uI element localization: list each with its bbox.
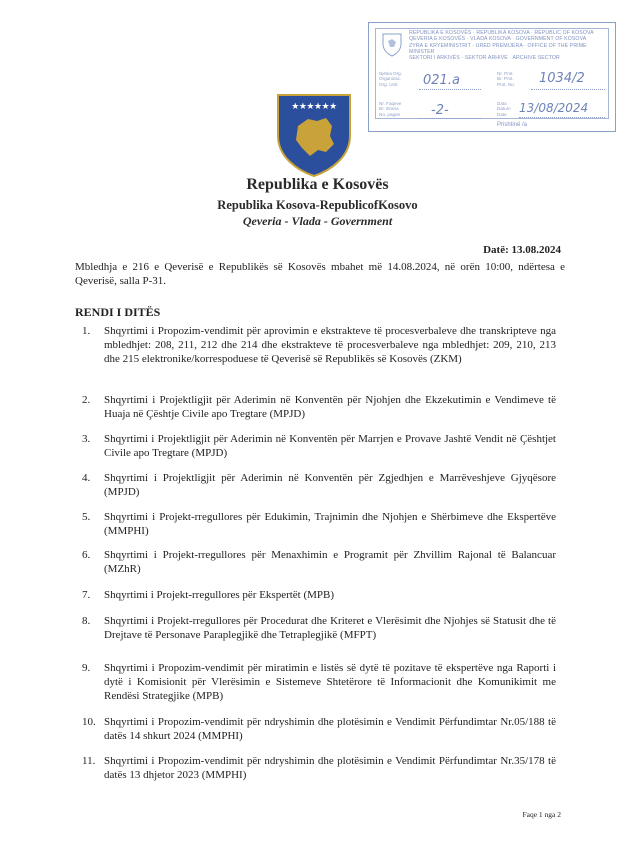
agenda-item: [82, 662, 556, 703]
agenda-item-number: 3.: [82, 433, 91, 445]
agenda-item-text: Shqyrtimi i Projekt-rregullores për Procedurat dhe Kriteret e Vlerësimit dhe Njohjes së Statusit dhe të Drejtave të Personave Paraplegjikë dhe Tetraplegjikë (MFPT): [104, 615, 556, 641]
agenda-item-number: 10.: [82, 716, 96, 728]
agenda-item-text: Shqyrtimi i Projektligjit për Aderimin në Konventën për Zgjedhjen e Marrëveshjeve Gjyqësore (MPJD): [104, 472, 556, 498]
agenda-item-number: 6.: [82, 549, 91, 561]
stamp-pages-line: [419, 118, 481, 119]
agenda-item-text: Shqyrtimi i Propozim-vendimit për ndryshimin dhe plotësimin e Vendimit Përfundimtar Nr.05/188 të datës 14 shkurt 2024 (MMPHI): [104, 716, 556, 742]
stamp-header-line: REPUBLIKA E KOSOVËS · REPUBLIKA KOSOVA · REPUBLIC OF KOSOVA: [409, 30, 594, 36]
agenda-item: [82, 755, 556, 783]
agenda-item-number: 4.: [82, 472, 91, 484]
stamp-header-line: ZYRA E KRYEMINISTRIT · URED PREMIJERA · OFFICE OF THE PRIME MINISTER: [409, 42, 587, 55]
document-date: Datë: 13.08.2024: [483, 244, 561, 256]
agenda-item-number: 5.: [82, 511, 91, 523]
stamp-org-line: [419, 89, 481, 90]
agenda-item-text: Shqyrtimi i Propozim-vendimit për aprovimin e ekstrakteve të procesverbaleve dhe transkripteve nga mbledhjet: 208, 211, 212 dhe 214 dhe ekstrakteve të procesverbaleve nga mbledhjet: 209, 210, 213 dhe 215 elektronike/korrespoduese të Qeverisë së Republikës së Kosovës (ZKM): [104, 325, 556, 365]
agenda-item-text: Shqyrtimi i Projekt-rregullores për Menaxhimin e Programit për Zhvillim Rajonal të Balancuar (MZhR): [104, 549, 556, 575]
agenda-item-text: Shqyrtimi i Projektligjit për Aderimin në Konventën për Njohjen dhe Ekzekutimin e Vendimeve të Huaja në Çështje Civile apo Tregtare (MPJD): [104, 394, 556, 420]
stamp-pages-value: -2-: [431, 103, 449, 118]
agenda-title: RENDI I DITËS: [75, 305, 161, 319]
stamp-header: [409, 30, 609, 61]
agenda-item: [82, 394, 556, 422]
agenda-item: [82, 549, 556, 577]
agenda-item-number: 1.: [82, 325, 91, 337]
agenda-item-text: Shqyrtimi i Projekt-rregullores për Ekspertët (MPB): [104, 589, 335, 601]
stamp-coat-of-arms-icon: [381, 31, 403, 57]
stamp-date-label: Data Datum Date: [497, 101, 511, 117]
stamp-pages-label: Nr. Faqeve Br. strana No. pages: [379, 101, 402, 117]
stamp-prot-label: Nr. Prot. Br. Prot. Prot. No.: [497, 71, 516, 87]
stamp-city: Prishtinë /a: [497, 122, 528, 128]
agenda-item-number: 8.: [82, 615, 91, 627]
stamp-date-line: [519, 117, 605, 118]
stamp-prot-value: 1034/2: [539, 71, 585, 86]
agenda-item: [82, 433, 556, 461]
government-title: Qeveria - Vlada - Government: [242, 214, 393, 228]
stamp-date-value: 13/08/2024: [519, 101, 589, 115]
stamp-header-line: QEVERIA E KOSOVËS · VLADA KOSOVA · GOVERNMENT OF KOSOVA: [409, 36, 587, 43]
svg-text:★★★★★★: ★★★★★★: [291, 102, 337, 112]
stamp-org-value: 021.a: [423, 73, 460, 88]
agenda-item-text: Shqyrtimi i Projekt-rregullores për Edukimin, Trajnimin dhe Njohjen e Shërbimeve dhe Ekspertëve (MMPHI): [104, 511, 556, 537]
country-title: Republika e Kosovës: [246, 176, 389, 193]
archive-stamp: [368, 22, 616, 132]
agenda-item: [82, 325, 556, 366]
country-subtitle: Republika Kosova-RepublicofKosovo: [217, 198, 418, 212]
stamp-prot-line: [531, 89, 605, 90]
stamp-header-line: SEKTORI I ARKIVËS · SEKTOR ARHIVE · ARCHIVE SECTOR: [409, 55, 560, 62]
agenda-item: [82, 589, 556, 603]
agenda-item-text: Shqyrtimi i Propozim-vendimit për miratimin e listës së dytë të pozitave të ekspertëve nga Raporti i dytë i Komisionit për Vlerësimin e Sistemeve Shtetërore të Informacionit dhe Komunikimit me Rendësi Strategjike (MPB): [104, 662, 556, 702]
agenda-item: [82, 615, 556, 643]
agenda-item-number: 11.: [82, 755, 96, 767]
kosovo-coat-of-arms-icon: [274, 92, 354, 178]
stamp-org-label: Njësia Org. Organizac. Org. Unit: [379, 71, 402, 87]
agenda-item: [82, 472, 556, 500]
agenda-item-text: Shqyrtimi i Propozim-vendimit për ndryshimin dhe plotësimin e Vendimit Përfundimtar Nr.35/178 të datës 13 dhjetor 2023 (MMPHI): [104, 755, 556, 781]
agenda-item-number: 7.: [82, 589, 91, 601]
page-footer: Faqe 1 nga 2: [522, 810, 561, 819]
agenda-item-number: 2.: [82, 394, 91, 406]
agenda-item: [82, 511, 556, 539]
agenda-item-text: Shqyrtimi i Projektligjit për Aderimin në Konventën për Marrjen e Provave Jashtë Vendit në Çështjet Civile apo Tregtare (MPJD): [104, 433, 556, 459]
agenda-item-number: 9.: [82, 662, 91, 674]
intro-paragraph: Mbledhja e 216 e Qeverisë e Republikës së Kosovës mbahet më 14.08.2024, në orën 10:00, ndërtesa e Qeverisë, salla P-31.: [75, 261, 565, 287]
agenda-item: [82, 716, 556, 744]
